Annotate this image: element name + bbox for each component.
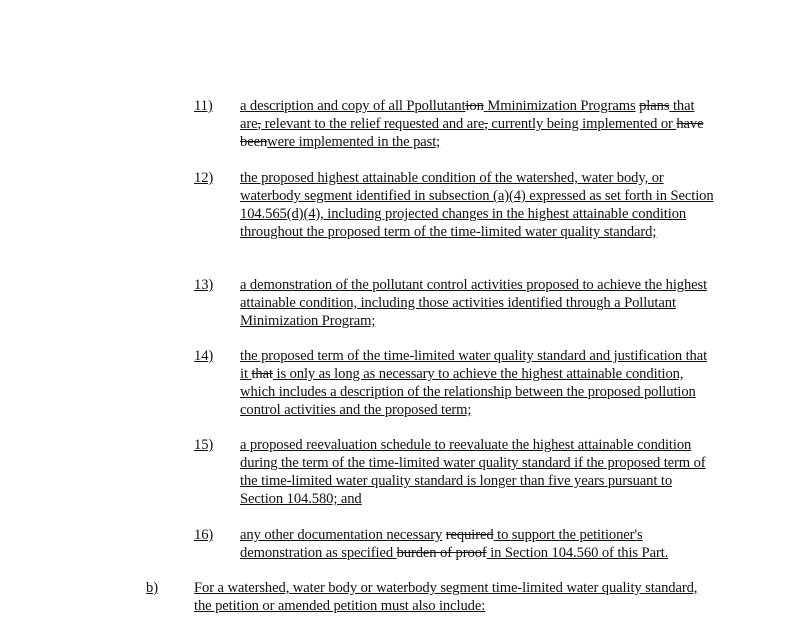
inserted-text: a proposed reevaluation schedule to reevaluate the highest attainable condition during the term of the time-limited water quality standard if the proposed term of the time-limited water quality standard is longer than five years pursuant to Section 104.580; and	[240, 437, 706, 507]
inserted-text: necessary	[386, 527, 443, 543]
item-text	[240, 276, 714, 330]
inserted-text: the proposed highest attainable condition of the watershed, water body, or waterbody segment identified in subsection (a)(4) expressed as set forth in Section 104.565(d)(4), including projected changes in the highest attainable condition throughout the proposed term of the time-limited water quality standard;	[240, 170, 714, 240]
deleted-text: ,	[484, 116, 488, 132]
inserted-text: any other documentation	[240, 527, 387, 543]
deleted-text: burden of proof	[396, 545, 487, 561]
inserted-text: in Section 104.560 of this Part.	[486, 545, 669, 561]
inserted-text: that are	[240, 98, 695, 132]
item-number: 12)	[194, 170, 214, 186]
item-text	[240, 97, 714, 151]
deleted-text: have been	[240, 116, 704, 150]
inserted-text: the proposed term of the time-limited water quality standard and justification that it	[240, 348, 708, 382]
subsection-text: For a watershed, water body or waterbody segment time-limited water quality standard, the petition or amended petition must also include:	[194, 580, 698, 614]
item-text	[240, 436, 714, 508]
inserted-text: currently being implemented or	[487, 116, 677, 132]
subsection-number: b)	[146, 580, 158, 596]
deleted-text: that	[251, 366, 273, 382]
inserted-text: minimization Programs	[500, 98, 636, 114]
inserted-text: to support the petitioner's demonstration as specified	[240, 527, 643, 561]
inserted-text: is only as long as necessary to achieve the highest attainable condition, which includes a description of the relationship between the proposed pollution control activities and the proposed term;	[240, 366, 696, 418]
item-number: 11)	[194, 98, 213, 114]
inserted-text: P	[406, 98, 415, 114]
item-number: 14)	[194, 348, 214, 364]
inserted-text: were implemented in the past;	[267, 134, 441, 150]
inserted-text: relevant to the relief requested and are	[261, 116, 485, 132]
inserted-text: M	[487, 98, 501, 114]
inserted-text: a description and copy of all	[240, 98, 407, 114]
item-number: 15)	[194, 437, 214, 453]
item-text	[240, 347, 714, 419]
deleted-text: plans	[639, 98, 670, 114]
item-text	[240, 526, 714, 562]
deleted-text: ion	[465, 98, 484, 114]
item-text	[240, 169, 714, 241]
deleted-text: ,	[257, 116, 262, 132]
item-number: 16)	[194, 527, 214, 543]
item-number: 13)	[194, 277, 214, 293]
inserted-text: a demonstration of the pollutant control activities proposed to achieve the highest attainable condition, including those activities identified through a Pollutant Minimization Program;	[240, 277, 708, 329]
inserted-text: pollutant	[414, 98, 466, 114]
deleted-text: required	[445, 527, 494, 543]
